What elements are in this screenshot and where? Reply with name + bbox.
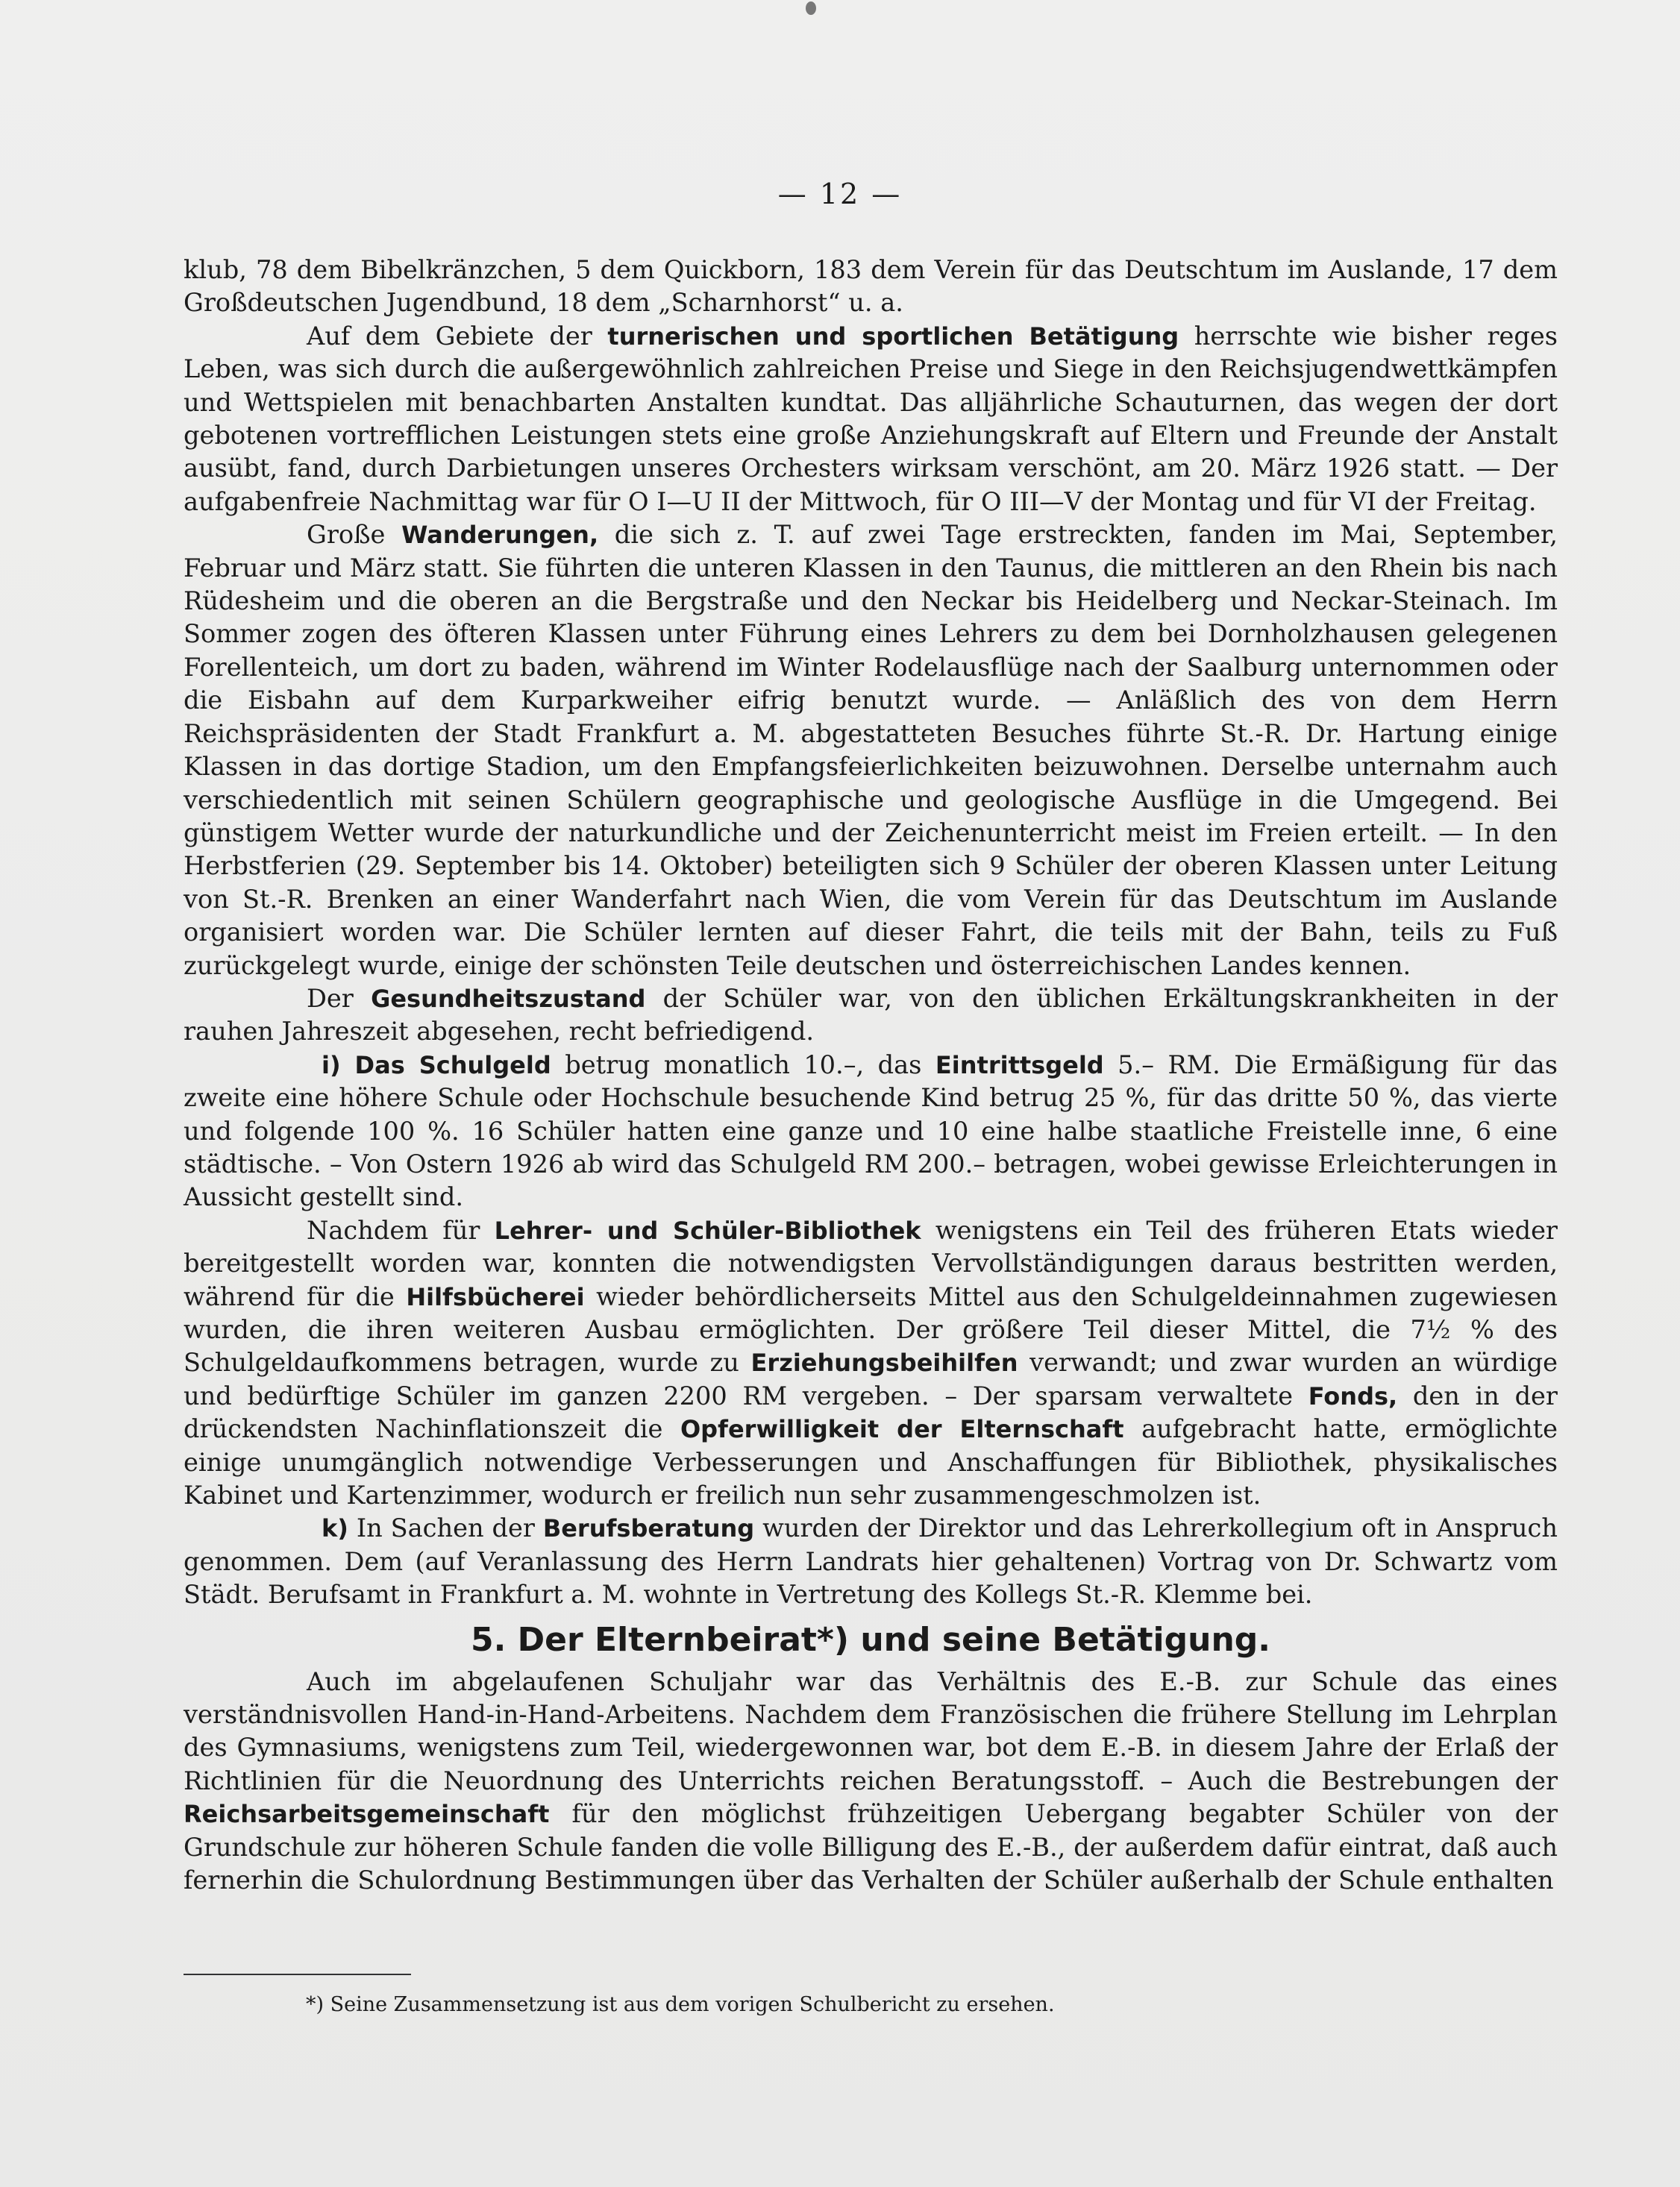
bold-term: Fonds,	[1308, 1381, 1398, 1411]
text: die sich z. T. auf zwei Tage erstreckten, fanden im Mai, September, Februar und März statt. Sie führten die unteren Klassen in den Taunus, die mittleren an den Rhein bis nach Rüdesheim und die oberen an die Bergstraße und den Neckar bis Heidelberg und Neckar-Steinach. Im Sommer zogen des öfteren Klassen unter Führung eines Lehrers zu dem bei Dornholzhausen gelegenen Forellenteich, um dort zu baden, während im Winter Rodelausflüge nach der Saalburg unternommen oder die Eisbahn auf dem Kurparkweiher eifrig benutzt wurde. — Anläßlich des von dem Herrn Reichspräsidenten der Stadt Frankfurt a. M. abgestatteten Besuches führte St.-R. Dr. Hartung einige Klassen in das dortige Stadion, um den Empfangsfeierlichkeiten beizuwohnen. Derselbe unternahm auch verschiedentlich mit seinen Schülern geographische und geologische Ausflüge in die Umgegend. Bei günstigem Wetter wurde der naturkundliche und der Zeichenunterricht meist im Freien erteilt. — In den Herbstferien (29. September bis 14. Oktober) beteiligten sich 9 Schüler der oberen Klassen unter Leitung von St.-R. Brenken an einer Wanderfahrt nach Wien, die vom Verein für das Deutschtum im Auslande organisiert worden war. Die Schüler lernten auf dieser Fahrt, die teils mit der Bahn, teils zu Fuß zurückgelegt wurde, einige der schönsten Teile deutschen und österreichischen Landes kennen.	[184, 520, 1558, 980]
paragraph-sports	[184, 320, 1558, 518]
text: In Sachen der	[356, 1513, 535, 1543]
bold-term: Gesundheitszustand	[371, 984, 646, 1013]
footnote: *) Seine Zusammensetzung ist aus dem vorigen Schulbericht zu ersehen.	[306, 1993, 1055, 2016]
bold-term: i) Das Schulgeld	[322, 1050, 551, 1079]
paragraph-career	[184, 1512, 1558, 1611]
bold-term: Lehrer- und Schüler-Bibliothek	[494, 1216, 921, 1245]
text: den in der drückendsten Nachinflationszeit die	[184, 1381, 1558, 1444]
text: der Schüler war, von den üblichen Erkältungskrankheiten in der rauhen Jahreszeit abgesehen, recht befriedigend.	[184, 983, 1558, 1047]
paragraph-1-text: klub, 78 dem Bibelkränzchen, 5 dem Quickborn, 183 dem Verein für das Deutschtum im Auslande, 17 dem Großdeutschen Jugendbund, 18 dem „Scharnhorst“ u. a.	[184, 255, 1558, 318]
paragraph-health	[184, 982, 1558, 1049]
bold-term: Berufsberatung	[542, 1514, 755, 1543]
text: betrug monatlich 10.–, das	[565, 1049, 922, 1079]
text: wenigstens ein Teil des früheren Etats wieder bereitgestellt worden war, konnten die notwendigsten Vervollständigungen daraus bestritten werden, während für die	[184, 1215, 1558, 1311]
footnote-rule	[184, 1974, 411, 1975]
scan-mark	[806, 1, 816, 15]
text: verwandt; und zwar wurden an würdige und bedürftige Schüler im ganzen 2200 RM vergeben. – Der sparsam verwaltete	[184, 1348, 1558, 1411]
bold-term: Reichsarbeitsgemeinschaft	[184, 1800, 550, 1829]
text: Nachdem für	[307, 1215, 480, 1245]
text: Auch im abgelaufenen Schuljahr war das Verhältnis des E.-B. zur Schule das eines verständnisvollen Hand-in-Hand-Arbeitens. Nachdem dem Französischen die frühere Stellung im Lehrplan des Gymnasiums, wenigstens zum Teil, wiedergewonnen war, bot dem E.-B. in diesem Jahre der Erlaß der Richtlinien für die Neuordnung des Unterrichts reichen Beratungsstoff. – Auch die Bestrebungen der	[184, 1666, 1558, 1795]
page-number: — 12 —	[777, 178, 903, 210]
body-text	[184, 254, 1558, 1898]
section-heading: 5. Der Elternbeirat*) und seine Betätigung.	[471, 1620, 1270, 1659]
bold-term: Eintrittsgeld	[935, 1050, 1104, 1079]
text: für den möglichst frühzeitigen Uebergang begabter Schüler von der Grundschule zur höheren Schule fanden die volle Billigung des E.-B., der außerdem dafür eintrat, daß auch fernerhin die Schulordnung Bestimmungen über das Verhalten der Schüler außerhalb der Schule enthalten	[184, 1799, 1558, 1895]
text: Große	[307, 520, 386, 550]
paragraph-library	[184, 1214, 1558, 1513]
text: wurden der Direktor und das Lehrerkollegium oft in Anspruch genommen. Dem (auf Veranlassung des Herrn Landrats hier gehaltenen) Vortrag von Dr. Schwartz vom Städt. Berufsamt in Frankfurt a. M. wohnte in Vertretung des Kollegs St.-R. Klemme bei.	[184, 1513, 1558, 1610]
paragraph-parents-council	[184, 1666, 1558, 1898]
paragraph-hiking	[184, 518, 1558, 982]
text: Der	[307, 983, 354, 1013]
bold-term: Opferwilligkeit der Elternschaft	[680, 1415, 1124, 1444]
paragraph-1	[184, 254, 1558, 320]
bold-term: k)	[322, 1514, 348, 1543]
paragraph-fees	[184, 1049, 1558, 1214]
text: 5.– RM. Die Ermäßigung für das zweite eine höhere Schule oder Hochschule besuchende Kind betrug 25 %, für das dritte 50 %, das vierte und folgende 100 %. 16 Schüler hatten eine ganze und 10 eine halbe staatliche Freistelle inne, 6 eine städtische. – Von Ostern 1926 ab wird das Schulgeld RM 200.– betragen, wobei gewisse Erleichterungen in Aussicht gestellt sind.	[184, 1049, 1558, 1212]
bold-term: Wanderungen,	[401, 521, 599, 550]
bold-term: turnerischen und sportlichen Betätigung	[607, 321, 1179, 351]
text: aufgebracht hatte, ermöglichte einige unumgänglich notwendige Verbesserungen und Anschaffungen für Bibliothek, physikalisches Kabinet und Kartenzimmer, wodurch er freilich nun sehr zusammengeschmolzen ist.	[184, 1414, 1558, 1510]
text: Auf dem Gebiete der	[307, 321, 592, 351]
text: herrschte wie bisher reges Leben, was sich durch die außergewöhnlich zahlreichen Preise und Siege in den Reichsjugendwettkämpfen und Wettspielen mit benachbarten Anstalten kundtat. Das alljährliche Schauturnen, das wegen der dort gebotenen vortrefflichen Leistungen stets eine große Anziehungskraft auf Eltern und Freunde der Anstalt ausübt, fand, durch Darbietungen unseres Orchesters wirksam verschönt, am 20. März 1926 statt. — Der aufgabenfreie Nachmittag war für O I—U II der Mittwoch, für O III—V der Montag und für VI der Freitag.	[184, 321, 1558, 516]
text: wieder behördlicherseits Mittel aus den Schulgeldeinnahmen zugewiesen wurden, die ihren weiteren Ausbau ermöglichten. Der größere Teil dieser Mittel, die 7½ % des Schulgeldaufkommens betragen, wurde zu	[184, 1281, 1558, 1378]
bold-term: Erziehungsbeihilfen	[750, 1349, 1018, 1378]
bold-term: Hilfsbücherei	[406, 1282, 585, 1311]
